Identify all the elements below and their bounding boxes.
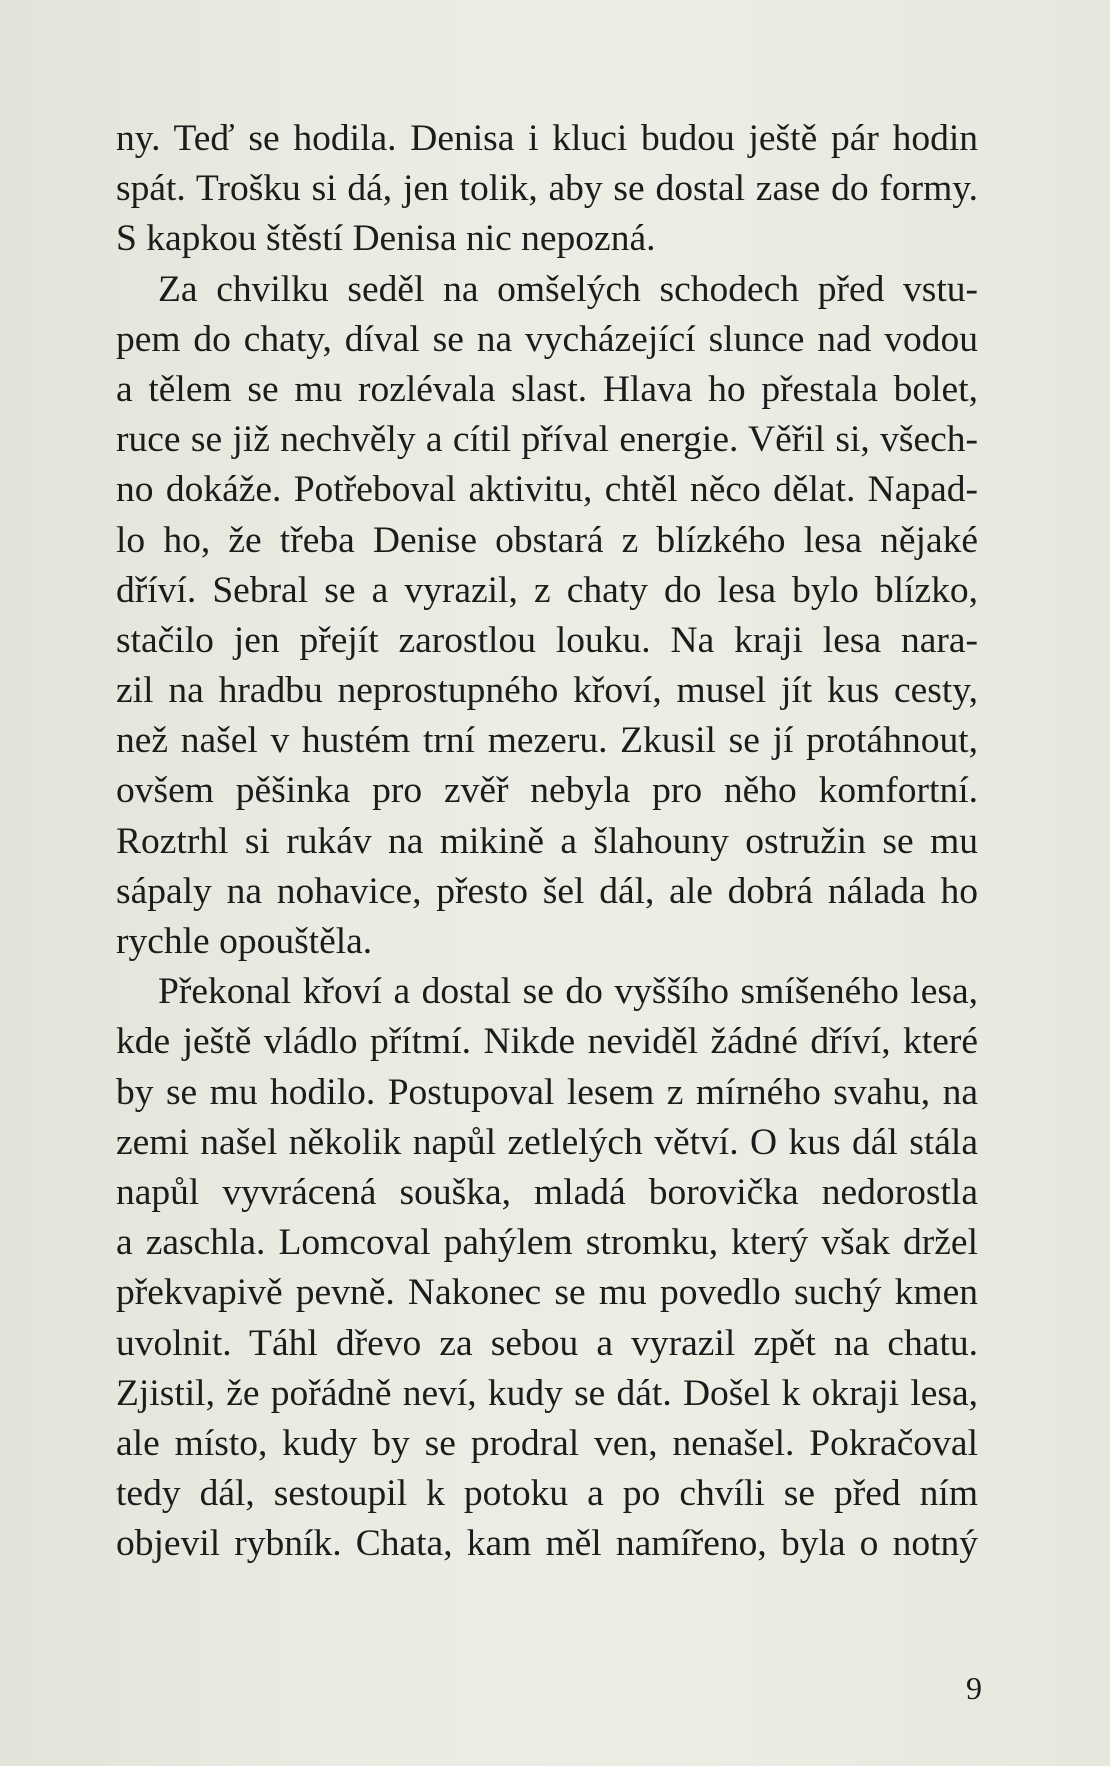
text-line: spát. Trošku si dá, jen tolik, aby se dostal zase do formy. [116,168,978,210]
text-line: ovšem pěšinka pro zvěř nebyla pro něho komfortní. [116,770,978,812]
text-line: překvapivě pevně. Nakonec se mu povedlo suchý kmen [116,1272,978,1314]
body-text [116,114,978,1569]
text-line: S kapkou štěstí Denisa nic nepozná. [116,218,656,260]
text-line: ny. Teď se hodila. Denisa i kluci budou ještě pár hodin [116,118,978,159]
text-line: sápaly na nohavice, přesto šel dál, ale dobrá nálada ho [116,870,978,912]
text-line: ruce se již nechvěly a cítil příval energie. Věřil si, všech- [116,419,978,461]
text-line: tedy dál, sestoupil k potoku a po chvíli se před ním [116,1473,978,1515]
text-line: a tělem se mu rozlévala slast. Hlava ho přestala bolet, [116,368,978,410]
text-line: a zaschla. Lomcoval pahýlem stromku, který však držel [116,1222,978,1264]
text-line: napůl vyvrácená souška, mladá borovička nedorostla [116,1171,978,1213]
text-line: by se mu hodilo. Postupoval lesem z mírného svahu, na [116,1071,978,1113]
page-number: 9 [966,1670,982,1706]
text-line: než našel v hustém trní mezeru. Zkusil se jí protáhnout, [116,720,978,762]
text-line: stačilo jen přejít zarostlou louku. Na kraji lesa nara- [116,619,978,661]
text-line: ale místo, kudy by se prodral ven, nenašel. Pokračoval [116,1422,978,1464]
text-line: Za chvilku seděl na omšelých schodech před vstu- [158,268,978,310]
text-line: uvolnit. Táhl dřevo za sebou a vyrazil zpět na chatu. [116,1322,978,1364]
text-line: dříví. Sebral se a vyrazil, z chaty do lesa bylo blízko, [116,569,978,611]
text-line: pem do chaty, díval se na vycházející slunce nad vodou [116,318,978,360]
text-line: Překonal křoví a dostal se do vyššího smíšeného lesa, [158,971,978,1013]
text-line: lo ho, že třeba Denise obstará z blízkého lesa nějaké [116,519,978,561]
text-line: zil na hradbu neprostupného křoví, musel jít kus cesty, [116,670,978,712]
text-line: rychle opouštěla. [116,921,373,962]
text-line: no dokáže. Potřeboval aktivitu, chtěl něco dělat. Napad- [116,469,978,511]
text-line: zemi našel několik napůl zetlelých větví. O kus dál stála [116,1121,978,1163]
text-line: Zjistil, že pořádně neví, kudy se dát. Došel k okraji lesa, [116,1372,978,1414]
text-line: Roztrhl si rukáv na mikině a šlahouny ostružin se mu [116,820,978,862]
text-line: kde ještě vládlo přítmí. Nikde neviděl žádné dříví, které [116,1021,978,1063]
text-line: objevil rybník. Chata, kam měl namířeno, byla o notný [116,1523,978,1565]
